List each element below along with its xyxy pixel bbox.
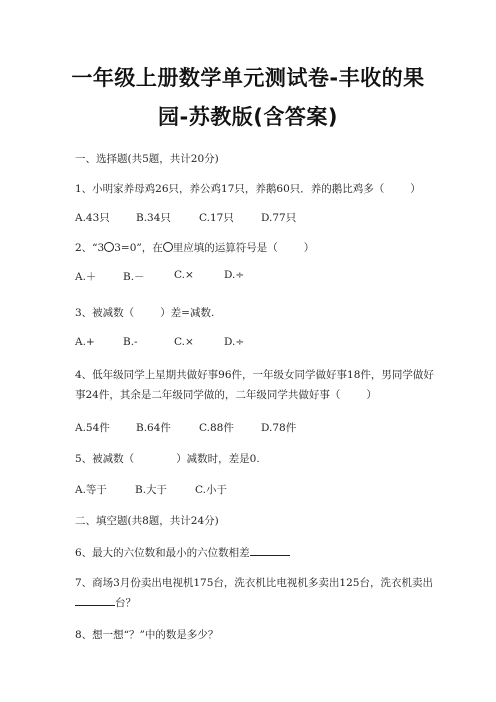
question-4-text: 事24件，其余是二年级同学做的，二年级同学共做好事（ xyxy=(75,389,341,401)
circle-blank-icon xyxy=(163,242,173,252)
question-3-stem xyxy=(75,305,214,320)
question-1-text: 1、小明家养母鸡26只，养公鸡17只，养鹅60只．养的鹅比鸡多（ xyxy=(75,183,385,195)
question-2-text-a: 2、“3 xyxy=(75,242,105,254)
question-3-text-end: ）差=减数. xyxy=(160,307,215,319)
question-7-line-1: 7、商场3月份卖出电视机175台，洗衣机比电视机多卖出125台，洗衣机卖出 xyxy=(75,577,433,589)
question-5-text-end: ）减数时，差是0. xyxy=(176,453,260,465)
question-5-stem xyxy=(75,451,260,466)
section-1-heading: 一、选择题(共5题，共计20分) xyxy=(75,153,219,165)
document-title-line-2: 园-苏教版(含答案) xyxy=(158,105,338,129)
question-7-text-end: 台？ xyxy=(115,597,136,609)
question-8-stem: 8、想一想“？”中的数是多少？ xyxy=(75,629,219,641)
question-4-line-2 xyxy=(75,387,377,402)
question-6-text: 6、最大的六位数和最小的六位数相差 xyxy=(75,547,250,559)
q4-option-b: B.64件 xyxy=(136,422,171,434)
question-1-text-end: ） xyxy=(410,183,421,195)
question-4-line-1: 4、低年级同学上星期共做好事96件，一年级女同学做好事18件，男同学做好 xyxy=(75,369,434,381)
question-3-text: 3、被减数（ xyxy=(75,307,135,319)
q4-option-d: D.78件 xyxy=(261,422,297,434)
q3-option-c: C.× xyxy=(174,336,194,348)
q1-option-b: B.34只 xyxy=(136,212,171,224)
question-5-text: 5、被减数（ xyxy=(75,453,135,465)
q3-option-b: B.- xyxy=(123,336,138,348)
q4-option-a: A.54件 xyxy=(75,422,110,434)
question-2-stem xyxy=(75,240,314,255)
q5-option-b: B.大于 xyxy=(135,484,168,496)
fill-in-blank[interactable] xyxy=(250,545,290,556)
q1-option-c: C.17只 xyxy=(199,212,234,224)
question-6-stem xyxy=(75,545,290,560)
q4-option-c: C.88件 xyxy=(199,422,234,434)
q2-option-b: B.－ xyxy=(123,271,145,283)
q3-option-d: D.÷ xyxy=(224,336,245,348)
q1-option-a: A.43只 xyxy=(75,212,110,224)
q1-option-d: D.77只 xyxy=(261,212,297,224)
q2-option-d: D.÷ xyxy=(224,269,245,281)
question-4-text-end: ） xyxy=(366,389,377,401)
q2-option-c: C.× xyxy=(174,269,194,281)
fill-in-blank[interactable] xyxy=(75,595,115,606)
section-2-heading: 二、填空题(共8题，共计24分) xyxy=(75,515,219,527)
question-1-stem xyxy=(75,181,421,196)
question-2-text-b: 3=0”，在 xyxy=(114,242,163,254)
q2-option-a: A.＋ xyxy=(75,271,97,283)
circle-blank-icon xyxy=(104,242,114,252)
question-7-line-2 xyxy=(75,595,136,610)
q5-option-c: C.小于 xyxy=(195,484,227,496)
question-2-text-end: ） xyxy=(303,242,315,254)
document-title-line-1: 一年级上册数学单元测试卷-丰收的果 xyxy=(71,66,425,90)
q3-option-a: A.+ xyxy=(75,336,95,348)
question-2-text-c: 里应填的运算符号是（ xyxy=(172,242,278,254)
q5-option-a: A.等于 xyxy=(75,484,107,496)
